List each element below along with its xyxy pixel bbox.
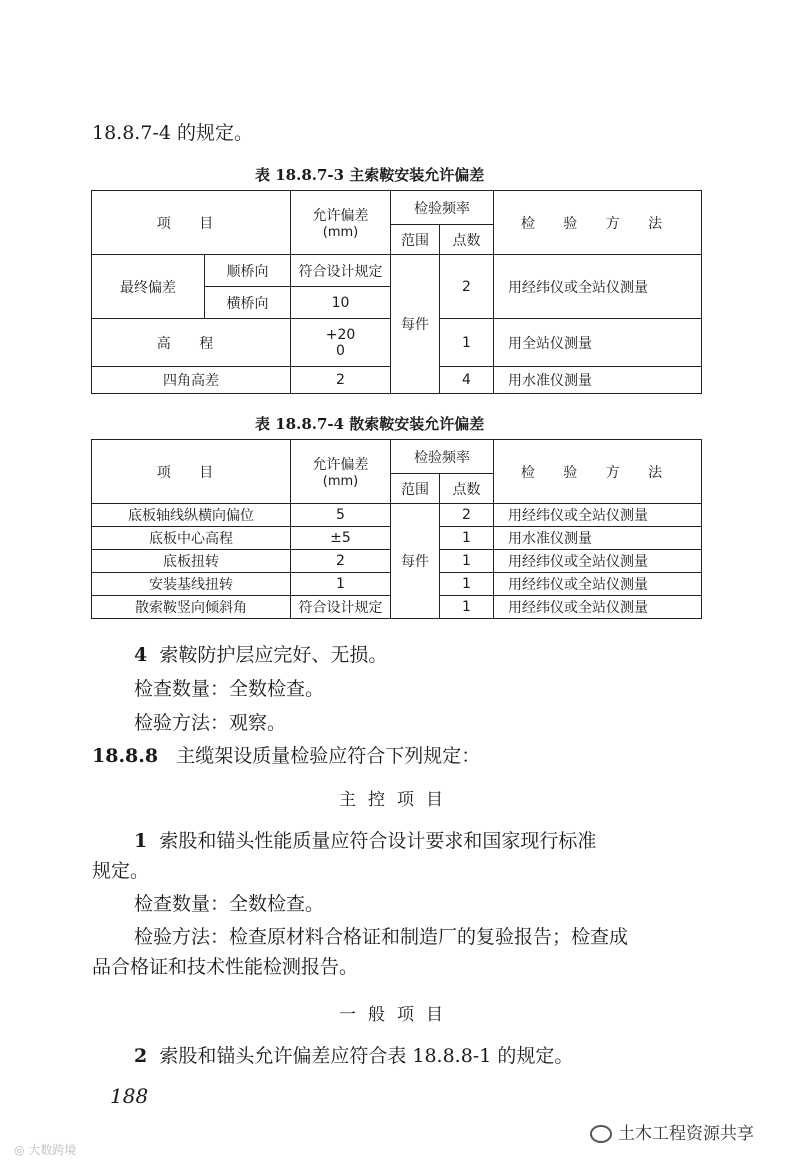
table-cell: 5 bbox=[291, 504, 391, 527]
header-method: 检 验 方 法 bbox=[494, 191, 702, 255]
main-control-items-title: 主控项目 bbox=[339, 790, 455, 810]
item-2: 2 索股和锚头允许偏差应符合表 18.8.8-1 的规定。 bbox=[134, 1045, 574, 1067]
table-cell: 底板扭转 bbox=[92, 550, 291, 573]
table-cell: 符合设计规定 bbox=[291, 596, 391, 619]
header-method: 检 验 方 法 bbox=[494, 440, 702, 504]
table-cell: 用经纬仪或全站仪测量 bbox=[494, 504, 702, 527]
table-cell: 用经纬仪或全站仪测量 bbox=[494, 255, 702, 319]
header-tolerance: 允许偏差 (mm) bbox=[291, 191, 391, 255]
table-cell: 2 bbox=[440, 255, 494, 319]
table-main-saddle-tolerance bbox=[91, 190, 702, 394]
table-cell: 散索鞍竖向倾斜角 bbox=[92, 596, 291, 619]
table-cell: 顺桥向 bbox=[205, 255, 291, 287]
general-items-title: 一般项目 bbox=[339, 1005, 455, 1025]
check-method-2-continued: 品合格证和技术性能检测报告。 bbox=[92, 956, 359, 978]
brand-logo-icon: ◎ bbox=[14, 1143, 25, 1157]
header-range: 范围 bbox=[391, 474, 440, 504]
table-cell: ±5 bbox=[291, 527, 391, 550]
table-cell: 底板轴线纵横向偏位 bbox=[92, 504, 291, 527]
table-cell: 1 bbox=[440, 527, 494, 550]
table-cell: 底板中心高程 bbox=[92, 527, 291, 550]
table-cell: 用经纬仪或全站仪测量 bbox=[494, 596, 702, 619]
header-points: 点数 bbox=[440, 225, 494, 255]
table-cell: 高 程 bbox=[92, 319, 291, 367]
item-1-continued: 规定。 bbox=[92, 860, 150, 882]
item-4: 4 索鞍防护层应完好、无损。 bbox=[134, 644, 388, 666]
table-cell: 1 bbox=[440, 319, 494, 367]
item-1: 1 索股和锚头性能质量应符合设计要求和国家现行标准 bbox=[134, 830, 597, 852]
table-cell: 安装基线扭转 bbox=[92, 573, 291, 596]
table-cell: 四角高差 bbox=[92, 367, 291, 394]
table-cell: 用全站仪测量 bbox=[494, 319, 702, 367]
table-cell: 横桥向 bbox=[205, 287, 291, 319]
section-18-8-8: 18.8.8 主缆架设质量检验应符合下列规定： bbox=[92, 745, 481, 767]
table-cell-range: 每件 bbox=[391, 504, 440, 619]
table-cell: 1 bbox=[440, 596, 494, 619]
table-cell: 1 bbox=[291, 573, 391, 596]
wechat-icon bbox=[590, 1125, 612, 1143]
table-cell: 2 bbox=[291, 367, 391, 394]
table-cell: 2 bbox=[440, 504, 494, 527]
header-points: 点数 bbox=[440, 474, 494, 504]
watermark-left: ◎ 大数跨境 bbox=[14, 1143, 77, 1157]
table-cell: 1 bbox=[440, 573, 494, 596]
table1-caption: 表 18.8.7-3 主索鞍安装允许偏差 bbox=[255, 166, 485, 184]
table-cell: 用经纬仪或全站仪测量 bbox=[494, 550, 702, 573]
table-cell: 符合设计规定 bbox=[291, 255, 391, 287]
check-method-1: 检验方法：观察。 bbox=[134, 712, 287, 734]
intro-text: 18.8.7-4 的规定。 bbox=[92, 122, 253, 144]
table-cell: 用经纬仪或全站仪测量 bbox=[494, 573, 702, 596]
header-tolerance: 允许偏差 (mm) bbox=[291, 440, 391, 504]
watermark-right: 土木工程资源共享 bbox=[590, 1119, 754, 1144]
table-cell: 4 bbox=[440, 367, 494, 394]
table-cell: 10 bbox=[291, 287, 391, 319]
check-quantity-1: 检查数量：全数检查。 bbox=[134, 678, 325, 700]
table2-caption: 表 18.8.7-4 散索鞍安装允许偏差 bbox=[255, 415, 485, 433]
check-quantity-2: 检查数量：全数检查。 bbox=[134, 893, 325, 915]
table-cell: 用水准仪测量 bbox=[494, 527, 702, 550]
header-item: 项 目 bbox=[92, 440, 291, 504]
table-cell: 用水准仪测量 bbox=[494, 367, 702, 394]
table-splay-saddle-tolerance bbox=[91, 439, 702, 619]
header-freq: 检验频率 bbox=[391, 440, 494, 474]
header-range: 范围 bbox=[391, 225, 440, 255]
table-cell: 最终偏差 bbox=[92, 255, 205, 319]
check-method-2: 检验方法：检查原材料合格证和制造厂的复验报告；检查成 bbox=[134, 926, 629, 948]
page-number: 188 bbox=[110, 1084, 149, 1108]
header-item: 项 目 bbox=[92, 191, 291, 255]
table-cell: 1 bbox=[440, 550, 494, 573]
table-cell-range: 每件 bbox=[391, 255, 440, 394]
table-cell: +20 0 bbox=[291, 319, 391, 367]
table-cell: 2 bbox=[291, 550, 391, 573]
header-freq: 检验频率 bbox=[391, 191, 494, 225]
